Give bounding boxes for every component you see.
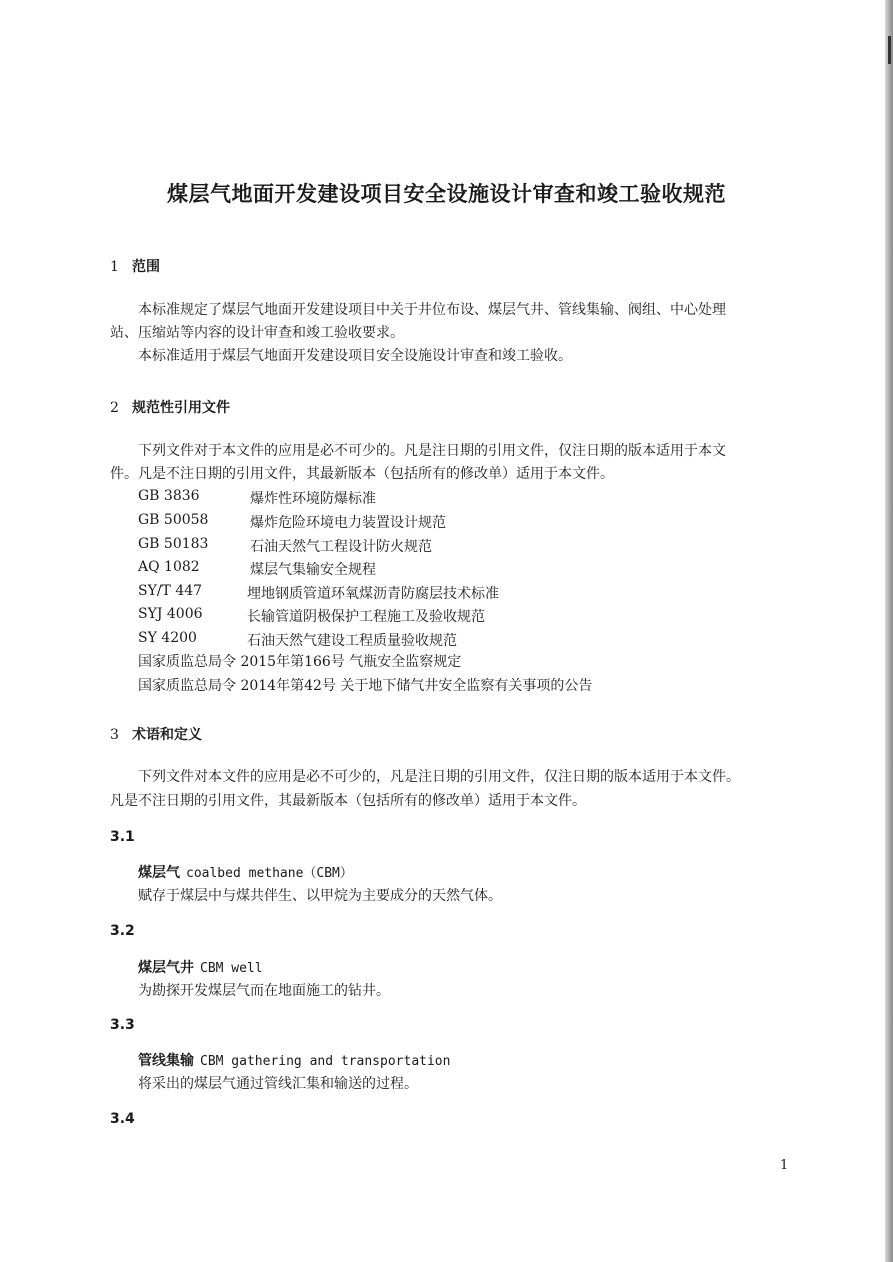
- term-definition: 为勘探开发煤层气而在地面施工的钻井。: [138, 983, 390, 999]
- section-1-paragraph-1-line-1: 本标准规定了煤层气地面开发建设项目中关于井位布设、煤层气井、管线集输、阀组、中心处理: [138, 302, 726, 318]
- term-number: 3.4: [110, 1111, 135, 1127]
- term-heading: [138, 862, 353, 882]
- term-definition: 赋存于煤层中与煤共伴生、以甲烷为主要成分的天然气体。: [138, 888, 502, 904]
- term-number: 3.3: [110, 1017, 135, 1033]
- section-3-intro-line-2: 凡是不注日期的引用文件，其最新版本（包括所有的修改单）适用于本文件。: [110, 793, 586, 809]
- reference-decree-2: 国家质监总局令 2014年第42号 关于地下储气井安全监察有关事项的公告: [138, 678, 593, 694]
- term-english-name: CBM well: [200, 961, 263, 976]
- section-1-label: 范围: [132, 259, 160, 275]
- reference-title: 长输管道阴极保护工程施工及验收规范: [247, 609, 485, 625]
- term-number: 3.2: [110, 923, 135, 939]
- term-heading: [138, 1050, 450, 1070]
- term-chinese-name: 煤层气井: [138, 960, 194, 976]
- term-chinese-name: 管线集输: [138, 1053, 194, 1069]
- section-2-intro-line-2: 件。凡是不注日期的引用文件，其最新版本（包括所有的修改单）适用于本文件。: [110, 466, 614, 482]
- reference-title: 石油天然气建设工程质量验收规范: [247, 633, 457, 649]
- reference-code: GB 50183: [138, 536, 209, 552]
- section-1-heading: [110, 256, 160, 276]
- term-heading: [138, 957, 263, 977]
- reference-code: SY/T 447: [138, 583, 203, 599]
- section-3-label: 术语和定义: [132, 727, 202, 743]
- reference-code: SYJ 4006: [138, 606, 203, 622]
- section-1-paragraph-1-line-2: 站、压缩站等内容的设计审查和竣工验收要求。: [110, 325, 404, 341]
- term-definition: 将采出的煤层气通过管线汇集和输送的过程。: [138, 1076, 418, 1092]
- section-2-label: 规范性引用文件: [132, 400, 230, 416]
- section-3-number: 3: [110, 727, 119, 743]
- reference-title: 爆炸危险环境电力装置设计规范: [250, 515, 446, 531]
- term-english-name: coalbed methane（CBM）: [186, 866, 353, 881]
- term-english-name: CBM gathering and transportation: [200, 1054, 451, 1069]
- reference-decree-1: 国家质监总局令 2015年第166号 气瓶安全监察规定: [138, 654, 462, 670]
- reference-code: GB 3836: [138, 488, 200, 504]
- section-2-heading: [110, 397, 230, 417]
- section-1-paragraph-2: 本标准适用于煤层气地面开发建设项目安全设施设计审查和竣工验收。: [138, 348, 572, 364]
- page-scan-mark: [888, 36, 891, 64]
- reference-title: 煤层气集输安全规程: [250, 562, 376, 578]
- reference-title: 爆炸性环境防爆标准: [250, 491, 376, 507]
- page-number: 1: [780, 1158, 789, 1173]
- reference-title: 石油天然气工程设计防火规范: [250, 539, 432, 555]
- reference-code: SY 4200: [138, 630, 197, 646]
- section-2-number: 2: [110, 400, 119, 416]
- section-2-intro-line-1: 下列文件对于本文件的应用是必不可少的。凡是注日期的引用文件，仅注日期的版本适用于本文: [138, 443, 726, 459]
- section-1-number: 1: [110, 259, 119, 275]
- section-3-intro-line-1: 下列文件对本文件的应用是必不可少的，凡是注日期的引用文件，仅注日期的版本适用于本文件。: [138, 769, 740, 785]
- term-chinese-name: 煤层气: [138, 865, 180, 881]
- term-number: 3.1: [110, 829, 135, 845]
- reference-code: GB 50058: [138, 512, 209, 528]
- reference-code: AQ 1082: [138, 559, 200, 575]
- document-title: 煤层气地面开发建设项目安全设施设计审查和竣工验收规范: [167, 182, 726, 206]
- reference-title: 埋地钢质管道环氧煤沥青防腐层技术标准: [247, 586, 499, 602]
- section-3-heading: [110, 724, 202, 744]
